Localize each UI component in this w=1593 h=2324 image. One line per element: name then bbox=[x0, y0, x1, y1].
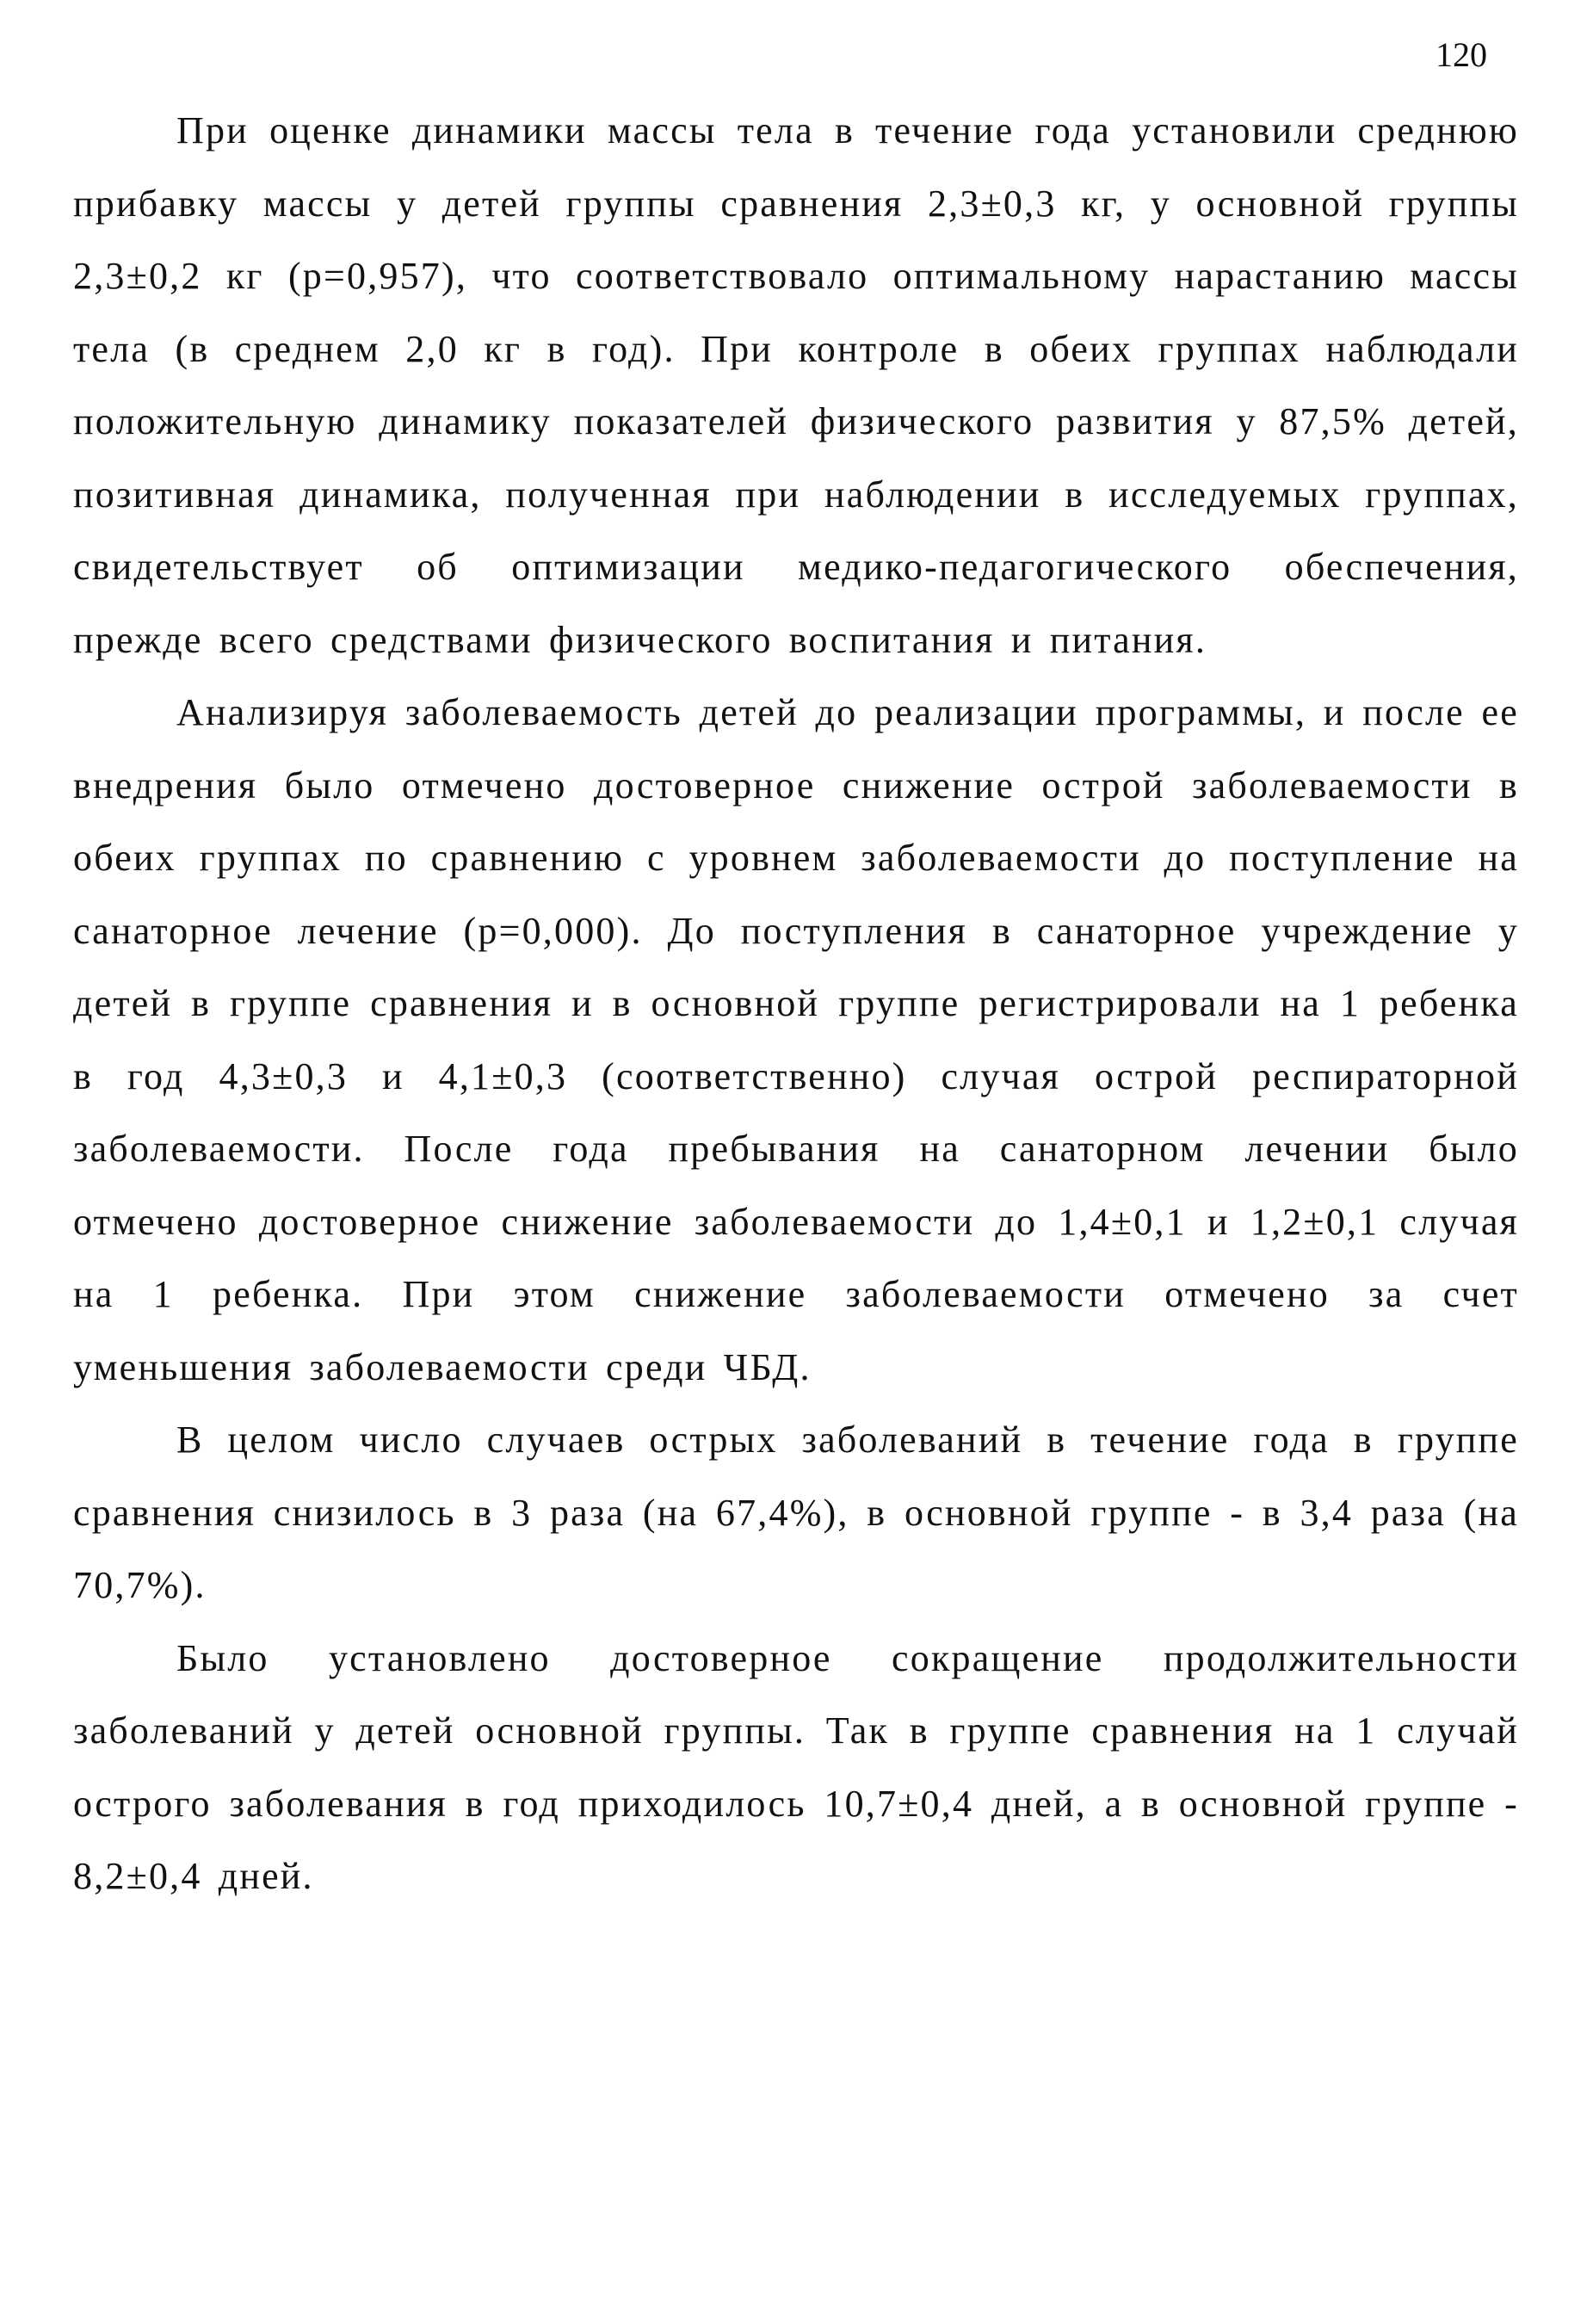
paragraph-morbidity-analysis: Анализируя заболеваемость детей до реализации программы, и после ее внедрения было отмечено достоверное снижение острой заболеваемости в обеих группах по сравнению с уровнем заболеваемости до поступление на санаторное лечение (p=0,000). До поступления в санаторное учреждение у детей в группе сравнения и в основной группе регистрировали на 1 ребенка в год 4,3±0,3 и 4,1±0,3 (соответственно) случая острой респираторной заболеваемости. После года пребывания на санаторном лечении было отмечено достоверное снижение заболеваемости до 1,4±0,1 и 1,2±0,1 случая на 1 ребенка. При этом снижение заболеваемости отмечено за счет уменьшения заболеваемости среди ЧБД. bbox=[73, 691, 1519, 1388]
paragraph-body-mass-dynamics: При оценке динамики массы тела в течение года установили среднюю прибавку массы у детей группы сравнения 2,3±0,3 кг, у основной группы 2,3±0,2 кг (p=0,957), что соответствовало оптимальному нарастанию массы тела (в среднем 2,0 кг в год). При контроле в обеих группах наблюдали положительную динамику показателей физического развития у 87,5% детей, позитивная динамика, полученная при наблюдении в исследуемых группах, свидетельствует об оптимизации медико-педагогического обеспечения, прежде всего средствами физического воспитания и питания. bbox=[73, 109, 1519, 661]
paragraph-illness-duration: Было установлено достоверное сокращение продолжительности заболеваний у детей основной группы. Так в группе сравнения на 1 случай острого заболевания в год приходилось 10,7±0,4 дней, а в основной группе - 8,2±0,4 дней. bbox=[73, 1636, 1519, 1897]
paragraph-acute-cases-reduction: В целом число случаев острых заболеваний в течение года в группе сравнения снизилось в 3 раза (на 67,4%), в основной группе - в 3,4 раза (на 70,7%). bbox=[73, 1419, 1519, 1606]
page-number: 120 bbox=[1436, 35, 1487, 74]
body-text bbox=[73, 95, 1519, 1913]
